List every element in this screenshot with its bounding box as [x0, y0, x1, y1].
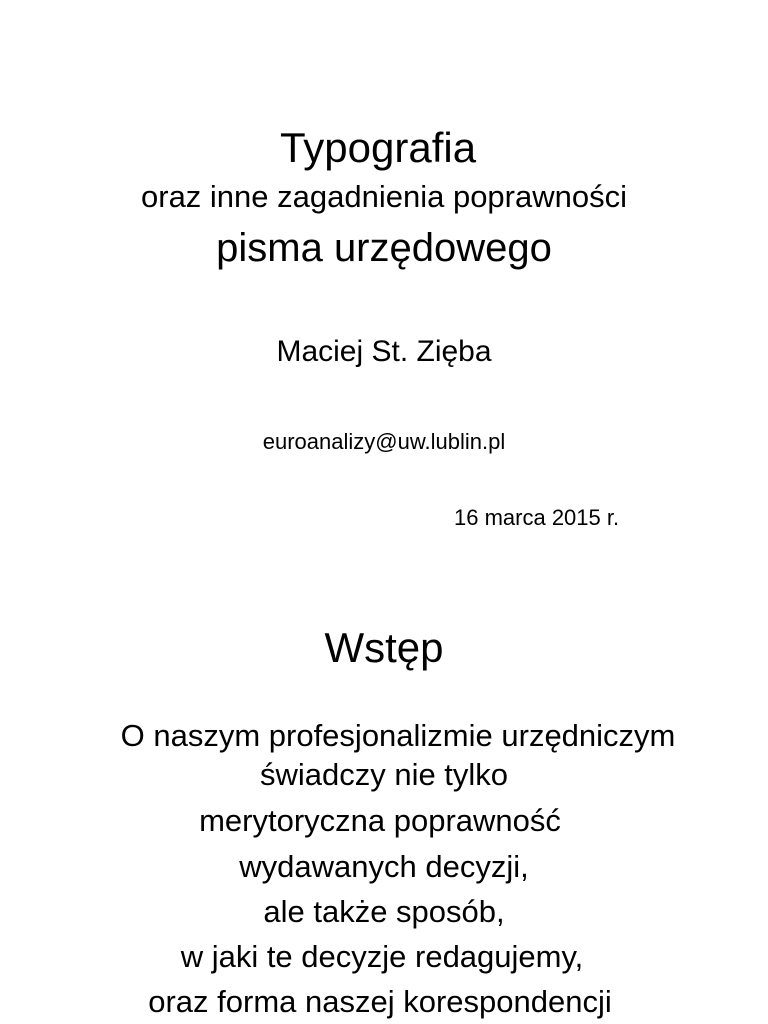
subtitle-line-2: pisma urzędowego [216, 226, 552, 270]
body-line: merytoryczna poprawność [199, 803, 561, 838]
body-line: O naszym profesjonalizmie urzędniczym [120, 718, 676, 753]
body-line: ale także sposób, [263, 894, 505, 929]
author-email: euroanalizy@uw.lublin.pl [262, 429, 506, 454]
author-name: Maciej St. Zięba [276, 335, 492, 368]
section-heading: Wstęp [324, 624, 444, 671]
body-line: wydawanych decyzji, [239, 849, 529, 884]
subtitle-line-1: oraz inne zagadnienia poprawności [141, 179, 627, 214]
document-date: 16 marca 2015 r. [454, 505, 620, 530]
document-title: Typografia [279, 124, 477, 171]
body-line: oraz forma naszej korespondencji [148, 984, 612, 1019]
body-line: w jaki te decyzje redagujemy, [180, 939, 584, 974]
body-line: świadczy nie tylko [259, 757, 509, 792]
